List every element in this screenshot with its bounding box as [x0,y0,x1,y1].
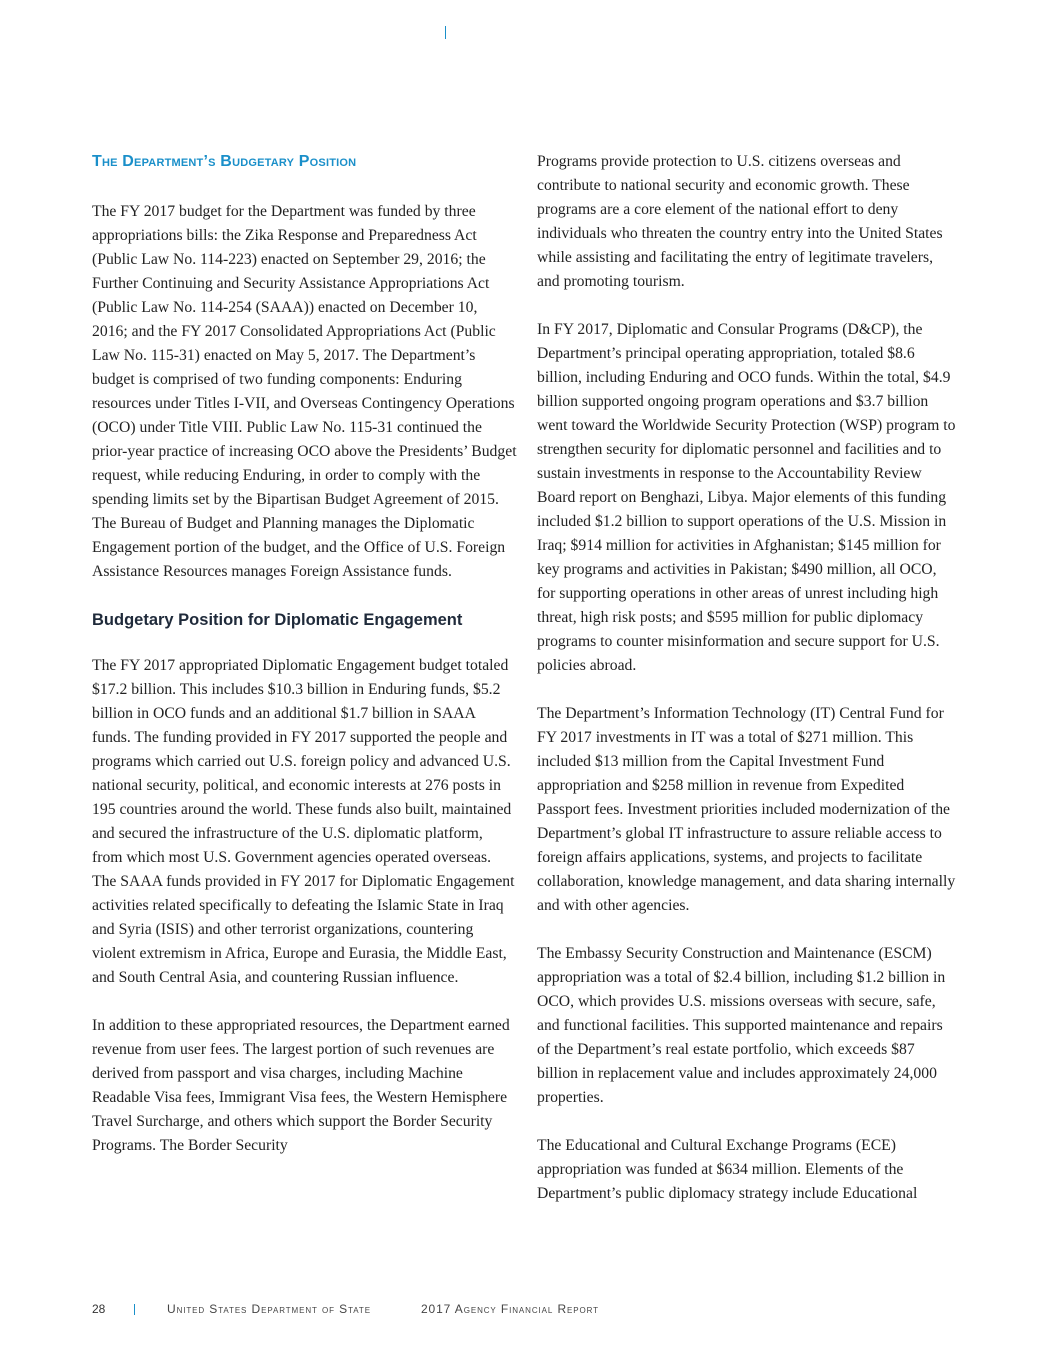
left-column [92,150,517,1182]
header-divider [445,26,446,39]
paragraph-dcp: In FY 2017, Diplomatic and Consular Programs (D&CP), the Department’s principal operating appropriation, totaled $8.6 billion, including Enduring and OCO funds. Within the total, $4.9 billion supported ongoing program operations and $3.7 billion went toward the Worldwide Security Protection (WSP) program to strengthen security for diplomatic personnel and facilities and to sustain investments in response to the Accountability Review Board report on Benghazi, Libya. Major elements of this funding included $1.2 billion to support operations of the U.S. Mission in Iraq; $914 million for activities in Afghanistan; $145 million for key programs and activities in Pakistan; $490 million, all OCO, for supporting operations in other areas of unrest including high threat, high risk posts; and $595 million for public diplomacy programs to counter misinformation and secure support for U.S. policies abroad. [537,321,956,674]
footer-organization: United States Department of State [167,1302,371,1316]
paragraph-budget-overview: The FY 2017 budget for the Department was funded by three appropriations bills: the Zika Response and Preparedness Act (Public Law No. 114-223) enacted on September 29, 2016; the Further Continuing and Security Assistance Appropriations Act (Public Law No. 114-254 (SAAA)) enacted on December 10, 2016; and the FY 2017 Consolidated Appropriations Act (Public Law No. 115-31) enacted on May 5, 2017. The Department’s budget is comprised of two funding components: Enduring resources under Titles I-VII, and Overseas Contingency Operations (OCO) under Title VIII. Public Law No. 115-31 continued the prior-year practice of increasing OCO above the Presidents’ Budget request, while reducing Enduring, in order to comply with the spending limits set by the Bipartisan Budget Agreement of 2015. The Bureau of Budget and Planning manages the Diplomatic Engagement portion of the budget, and the Office of U.S. Foreign Assistance Resources manages Foreign Assistance funds. [92,203,517,580]
page-footer [92,1301,599,1317]
right-column [537,150,957,1230]
section-heading: The Department’s Budgetary Position [92,153,357,170]
footer-report-title: 2017 Agency Financial Report [420,1302,599,1316]
paragraph-diplomatic-engagement: The FY 2017 appropriated Diplomatic Engagement budget totaled $17.2 billion. This includes $10.3 billion in Enduring funds, $5.2 billion in OCO funds and an additional $1.7 billion in SAAA funds. The funding provided in FY 2017 supported the people and programs which carried out U.S. foreign policy and advanced U.S. national security, political, and economic interests at 276 posts in 195 countries around the world. These funds also built, maintained and secured the infrastructure of the U.S. diplomatic platform, from which most U.S. Government agencies operated overseas. The SAAA funds provided in FY 2017 for Diplomatic Engagement activities related specifically to defeating the Islamic State in Iraq and Syria (ISIS) and other terrorist organizations, countering violent extremism in Africa, Europe and Eurasia, the Middle East, and South Central Asia, and countering Russian influence. [92,657,515,986]
paragraph-escm: The Embassy Security Construction and Maintenance (ESCM) appropriation was a total of $2.4 billion, including $1.2 billion in OCO, which provides U.S. missions overseas with secure, safe, and functional facilities. This supported maintenance and repairs of the Department’s real estate portfolio, which exceeds $87 billion in replacement value and includes approximately 24,000 properties. [537,945,946,1106]
paragraph-it-central-fund: The Department’s Information Technology (IT) Central Fund for FY 2017 investments in IT was a total of $271 million. This included $13 million from the Capital Investment Fund appropriation and $258 million in revenue from Expedited Passport fees. Investment priorities included modernization of the Department’s global IT infrastructure to assure reliable access to foreign affairs applications, systems, and projects to facilitate collaboration, knowledge management, and data sharing internally and with other agencies. [537,705,956,914]
footer-divider [134,1304,135,1315]
paragraph-border-security: Programs provide protection to U.S. citizens overseas and contribute to national security and economic growth. These programs are a core element of the national effort to deny individuals who threaten the country entry into the United States while assisting and facilitating the entry of legitimate travelers, and promoting tourism. [537,153,943,290]
paragraph-ece: The Educational and Cultural Exchange Programs (ECE) appropriation was funded at $634 million. Elements of the Department’s public diplomacy strategy include Educational [537,1137,918,1202]
page-number: 28 [92,1302,106,1316]
paragraph-user-fees: In addition to these appropriated resources, the Department earned revenue from user fees. The largest portion of such revenues are derived from passport and visa charges, including Machine Readable Visa fees, Immigrant Visa fees, the Western Hemisphere Travel Surcharge, and others which support the Border Security Programs. The Border Security [92,1017,510,1154]
subsection-heading: Budgetary Position for Diplomatic Engagement [92,611,463,629]
